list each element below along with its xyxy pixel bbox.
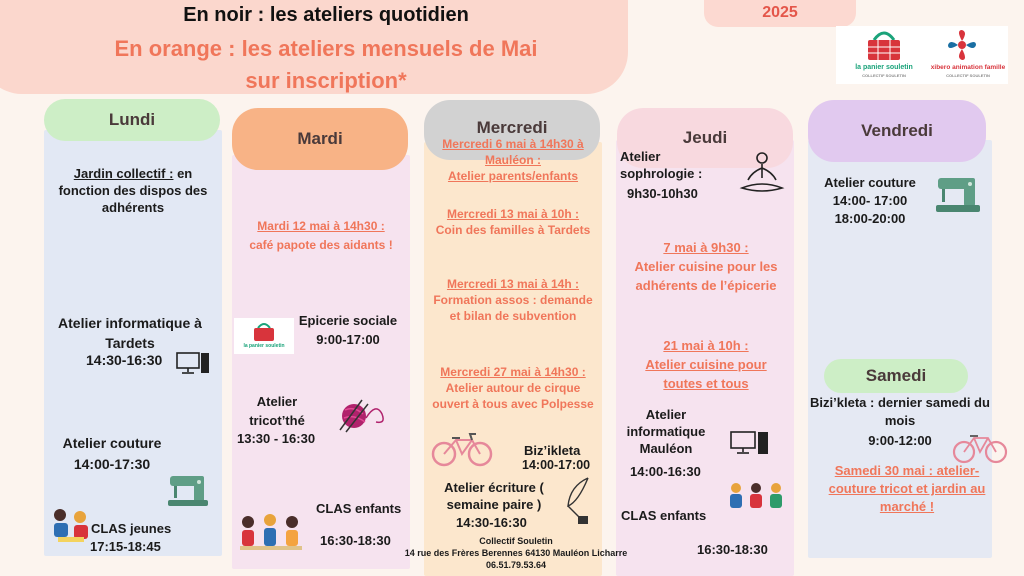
jeudi-cuisine-2 — [626, 336, 786, 393]
xibero-logo-sub: COLLECTIF SOULETIN — [946, 73, 990, 78]
mercredi-ecriture-time: 14:30-16:30 — [456, 515, 527, 530]
jeudi-info: Atelier informatique Mauléon — [626, 407, 706, 456]
day-header-lundi: Lundi — [44, 99, 220, 141]
day-header-samedi: Samedi — [824, 359, 968, 393]
bicycle-icon — [430, 430, 494, 468]
jeudi-cuisine-1-text: Atelier cuisine pour les adhérents de l’épicerie — [634, 259, 778, 293]
meditation-icon — [738, 150, 786, 196]
basque-cross-logo-icon — [944, 28, 980, 62]
mardi-papote-date: Mardi 12 mai à 14h30 : — [257, 219, 385, 233]
mercredi-event-4-text: Atelier autour de cirque ouvert à tous avec Polpesse — [432, 381, 594, 411]
mercredi-event-1-date: Mercredi 6 mai à 14h30 à Mauléon : — [442, 137, 584, 167]
mardi-clas: CLAS enfants — [316, 501, 402, 516]
day-header-mercredi: Mercredi — [424, 100, 600, 160]
bicycle-icon-2 — [952, 430, 1008, 464]
legend-orange-sub: sur inscription* — [245, 68, 407, 93]
mercredi-ecriture: Atelier écriture ( semaine paire ) — [444, 480, 544, 512]
mercredi-bike: Biz’ikleta — [524, 443, 581, 458]
mercredi-event-3 — [432, 276, 594, 324]
mardi-tricot-time: 13:30 - 16:30 — [237, 431, 316, 446]
mardi-epicerie: Epicerie sociale — [298, 313, 398, 328]
lundi-clas: CLAS jeunes — [91, 521, 172, 536]
jeudi-clas: CLAS enfants — [621, 508, 707, 523]
sewing-machine-icon-2 — [934, 174, 982, 214]
footer-address: 14 rue des Frères Berennes 64130 Mauléon Licharre — [404, 548, 628, 558]
yarn-icon — [336, 392, 390, 434]
jeudi-sophro-time: 9h30-10h30 — [627, 186, 698, 201]
computer-icon-2 — [730, 430, 770, 456]
vendredi-couture-time-2: 18:00-20:00 — [834, 211, 906, 226]
mercredi-event-4-date: Mercredi 27 mai à 14h30 : — [440, 365, 586, 379]
lundi-couture: Atelier couture 14:00-17:30 — [62, 435, 162, 472]
basket-logo-icon — [860, 28, 908, 62]
lundi-clas-time: 17:15-18:45 — [90, 539, 161, 554]
jeudi-cuisine-2-date: 21 mai à 10h : — [663, 338, 749, 353]
computer-icon — [176, 351, 210, 375]
day-header-vendredi: Vendredi — [808, 100, 986, 162]
jeudi-info-time: 14:00-16:30 — [630, 464, 701, 479]
lundi-info-time: 14:30-16:30 — [86, 352, 163, 368]
day-header-mardi: Mardi — [232, 108, 408, 170]
kids-group-icon — [236, 512, 306, 554]
mardi-papote-text: café papote des aidants ! — [249, 238, 393, 252]
lundi-jardin — [50, 165, 216, 216]
basket-icon — [250, 320, 278, 342]
mercredi-event-4 — [432, 364, 594, 412]
kids-reading-icon — [726, 480, 788, 514]
panier-logo-text: la panier souletin — [855, 64, 913, 71]
jeudi-cuisine-2-text: Atelier cuisine pour toutes et tous — [645, 357, 767, 391]
mardi-tricot: Atelier tricot’thé — [249, 394, 305, 428]
jeudi-cuisine-1-date: 7 mai à 9h30 : — [663, 240, 749, 255]
mardi-papote — [232, 218, 410, 253]
legend-orange: En orange : les ateliers mensuels de Mai — [114, 36, 538, 61]
samedi-bike: Bizi’kleta : dernier samedi du mois — [810, 395, 990, 428]
lundi-jardin-title: Jardin collectif : — [73, 166, 174, 181]
vendredi-couture: Atelier couture — [824, 175, 916, 190]
legend-black: En noir : les ateliers quotidien — [183, 4, 469, 26]
footer-phone: 06.51.79.53.64 — [485, 560, 547, 570]
quill-pen-icon — [560, 476, 596, 526]
mercredi-event-1-text: Atelier parents/enfants — [447, 169, 579, 183]
jeudi-sophro: Atelier sophrologie : — [620, 149, 703, 181]
mercredi-event-2-text: Coin des familles à Tardets — [435, 223, 591, 237]
kids-studying-icon — [48, 505, 94, 549]
epicerie-logo — [234, 318, 294, 354]
mercredi-event-1 — [432, 136, 594, 184]
lundi-info-title: Atelier informatique à Tardets — [58, 315, 202, 351]
mardi-epicerie-time: 9:00-17:00 — [316, 332, 380, 347]
jeudi-cuisine-1 — [606, 238, 806, 295]
year-text: 2025 — [762, 4, 798, 21]
samedi-event: Samedi 30 mai : atelier-couture tricot et jardin au marché ! — [828, 463, 986, 514]
sewing-machine-icon — [166, 472, 210, 508]
mercredi-event-2 — [432, 206, 594, 238]
mercredi-bike-time: 14:00-17:00 — [522, 458, 591, 472]
lundi-jardin-text: en fonction des dispos des adhérents — [58, 166, 208, 215]
jeudi-clas-time: 16:30-18:30 — [697, 542, 768, 557]
epicerie-logo-text: la panier souletin — [243, 343, 285, 349]
day-header-jeudi: Jeudi — [617, 108, 793, 168]
logos-box — [836, 26, 1008, 84]
vendredi-couture-time-1: 14:00- 17:00 — [832, 193, 908, 208]
footer-org: Collectif Souletin — [479, 536, 553, 546]
xibero-logo-text: xibero animation famille — [930, 64, 1006, 71]
mercredi-event-2-date: Mercredi 13 mai à 10h : — [446, 207, 580, 221]
mardi-clas-time: 16:30-18:30 — [320, 533, 391, 548]
samedi-bike-time: 9:00-12:00 — [868, 433, 932, 448]
mercredi-event-3-text: Formation assos : demande et bilan de subvention — [433, 293, 593, 323]
mercredi-event-3-date: Mercredi 13 mai à 14h : — [446, 277, 580, 291]
panier-logo-sub: COLLECTIF SOULETIN — [862, 73, 906, 78]
